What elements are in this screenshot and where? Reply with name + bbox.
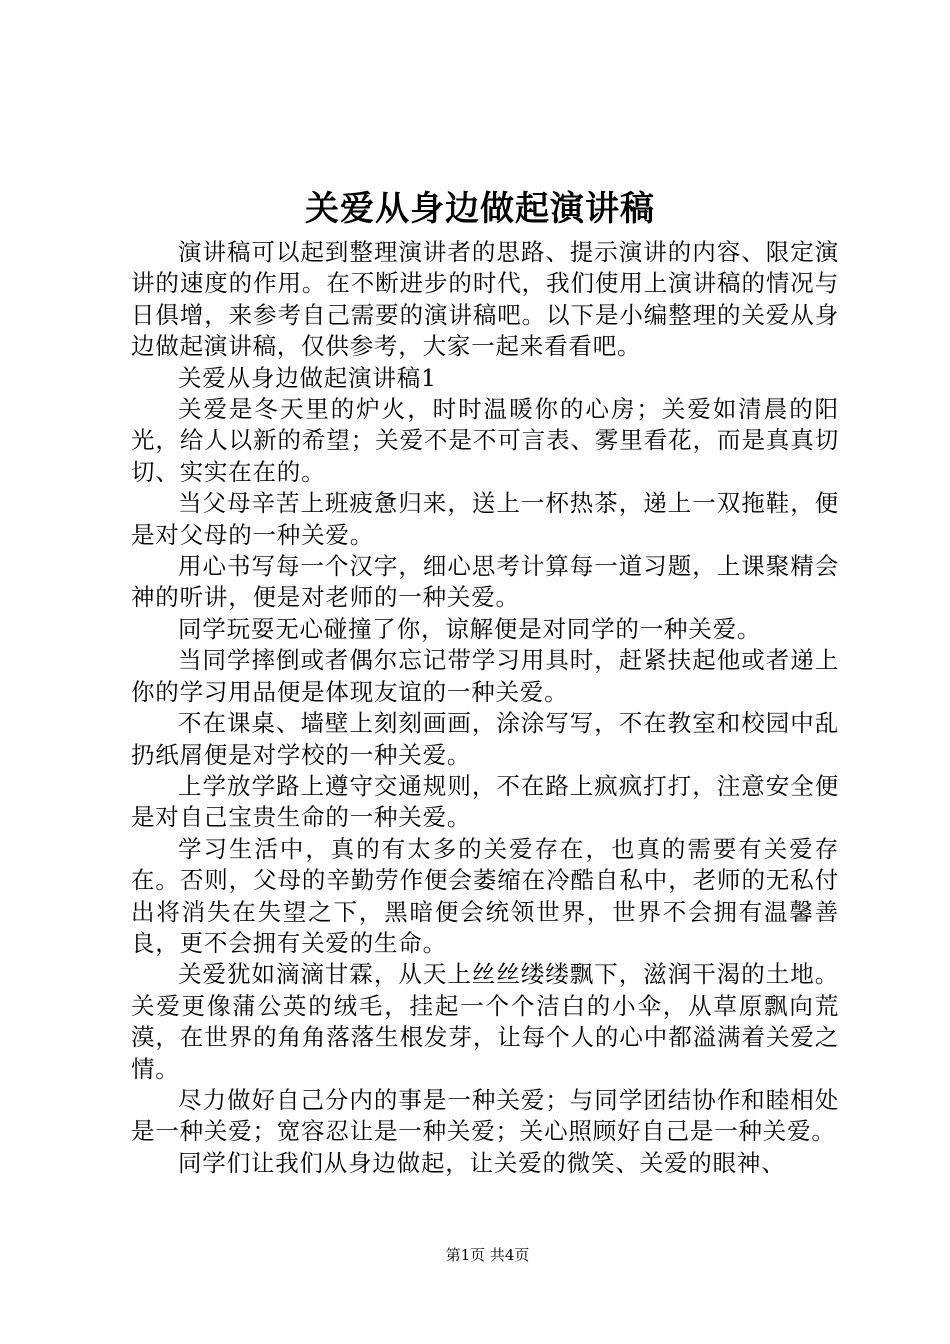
- paragraph: 关爱犹如滴滴甘霖，从天上丝丝缕缕飘下，滋润干渴的土地。关爱更像蒲公英的绒毛，挂起一个个洁白的小伞，从草原飘向荒漠，在世界的角角落落生根发芽，让每个人的心中都溢满着关爱之情。: [131, 960, 839, 1083]
- paragraph: 当同学摔倒或者偶尔忘记带学习用具时，赶紧扶起他或者递上你的学习用品便是体现友谊的一种关爱。: [131, 646, 839, 706]
- document-title: 关爱从身边做起演讲稿: [305, 189, 655, 229]
- paragraph: 演讲稿可以起到整理演讲者的思路、提示演讲的内容、限定演讲的速度的作用。在不断进步的时代，我们使用上演讲稿的情况与日俱增，来参考自己需要的演讲稿吧。以下是小编整理的关爱从身边做起演讲稿，仅供参考，大家一起来看看吧。: [131, 238, 839, 361]
- paragraph: 不在课桌、墙壁上刻刻画画，涂涂写写，不在教室和校园中乱扔纸屑便是对学校的一种关爱。: [131, 709, 839, 769]
- paragraph: 上学放学路上遵守交通规则，不在路上疯疯打打，注意安全便是对自己宝贵生命的一种关爱。: [131, 771, 839, 832]
- document-body: [131, 237, 839, 1179]
- paragraph: 用心书写每一个汉字，细心思考计算每一道习题，上课聚精会神的听讲，便是对老师的一种关爱。: [131, 552, 839, 612]
- paragraph: 当父母辛苦上班疲惫归来，送上一杯热茶，递上一双拖鞋，便是对父母的一种关爱。: [131, 489, 839, 549]
- paragraph: 尽力做好自己分内的事是一种关爱；与同学团结协作和睦相处是一种关爱；宽容忍让是一种关爱；关心照顾好自己是一种关爱。: [131, 1085, 839, 1146]
- page-footer: 第1页 共4页: [445, 1246, 530, 1264]
- paragraph: 关爱是冬天里的炉火，时时温暖你的心房；关爱如清晨的阳光，给人以新的希望；关爱不是不可言表、雾里看花，而是真真切切、实实在在的。: [131, 395, 839, 486]
- paragraph: 同学们让我们从身边做起，让关爱的微笑、关爱的眼神、: [178, 1148, 786, 1177]
- section-heading: 关爱从身边做起演讲稿1: [178, 363, 437, 392]
- paragraph: 同学玩耍无心碰撞了你，谅解便是对同学的一种关爱。: [178, 614, 762, 643]
- paragraph: 学习生活中，真的有太多的关爱存在，也真的需要有关爱存在。否则，父母的辛勤劳作便会萎缩在冷酷自私中，老师的无私付出将消失在失望之下，黑暗便会统领世界，世界不会拥有温馨善良，更不会拥有关爱的生命。: [131, 834, 839, 957]
